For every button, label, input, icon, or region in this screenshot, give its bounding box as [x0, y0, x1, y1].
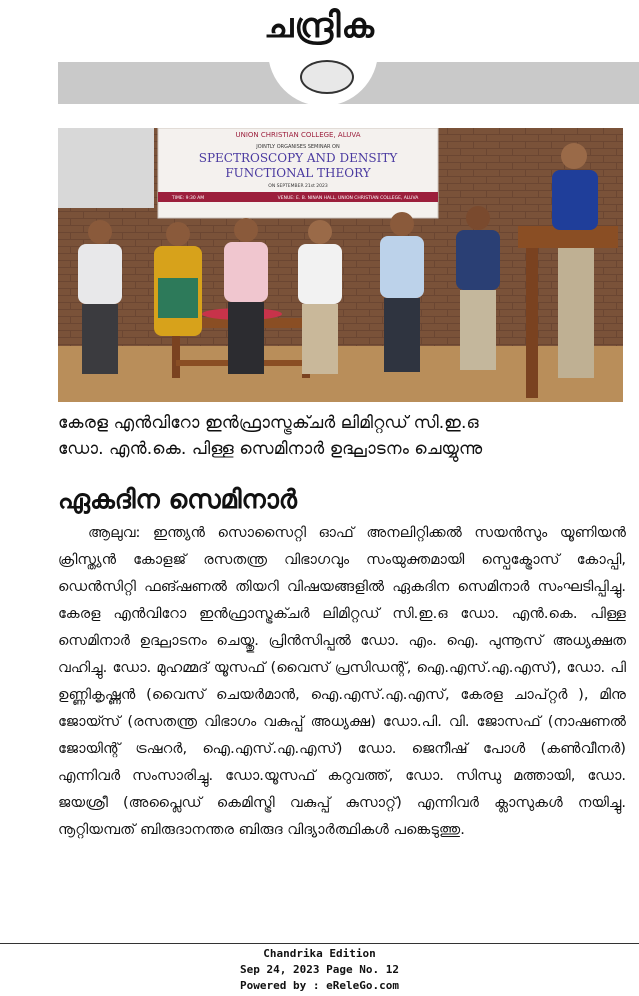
page-footer [0, 946, 639, 994]
banner-venue: VENUE: E. B. NINAN HALL, UNION CHRISTIAN COLLEGE, ALUVA [277, 196, 419, 201]
footer-divider [0, 943, 639, 944]
footer-powered: Powered by : eReleGo.com [240, 979, 399, 992]
banner-subline: JOINTLY ORGANISES SEMINAR ON [256, 144, 340, 150]
caption-line-2: ഡോ. എൻ.കെ. പിള്ള സെമിനാർ ഉദ്ഘാടനം ചെയ്യുന്നു [58, 439, 483, 459]
article-headline: ഏകദിന സെമിനാർ [58, 485, 297, 515]
banner-time: TIME: 9:30 AM [171, 196, 205, 201]
podium-post [526, 248, 538, 398]
page-oval-icon [300, 60, 354, 94]
banner-college: UNION CHRISTIAN COLLEGE, ALUVA [235, 131, 361, 139]
article-photo [58, 128, 623, 402]
photo-caption [58, 410, 628, 462]
white-wall [58, 128, 154, 208]
seminar-stage-illustration [58, 128, 623, 402]
footer-date-page: Sep 24, 2023 Page No. 12 [240, 963, 399, 976]
footer-edition: Chandrika Edition [263, 947, 376, 960]
stage-floor [58, 346, 623, 402]
caption-line-1: കേരള എൻവിറോ ഇൻഫ്രാസ്ട്രക്ചർ ലിമിറ്റഡ് സി.ഇ.ഒ [58, 413, 479, 433]
article-body: ആലുവ: ഇന്ത്യൻ സൊസൈറ്റി ഓഫ് അനലിറ്റിക്കൽ സയൻസും യൂണിയൻ ക്രിസ്ത്യൻ കോളജ് രസതന്ത്ര വിഭാഗവും സംയുക്തമായി സ്പെക്ട്രോസ് കോപ്പി, ഡെൻസിറ്റി ഫങ്ഷണൽ തിയറി വിഷയങ്ങളിൽ ഏകദിന സെമിനാർ സംഘടിപ്പിച്ചു. കേരള എൻവിറോ ഇൻഫ്രാസ്ട്രക്ചർ ലിമിറ്റഡ് സി.ഇ.ഒ ഡോ. എൻ.കെ. പിള്ള സെമിനാർ ഉദ്ഘാടനം ചെയ്തു. പ്രിൻസിപ്പൽ ഡോ. എം. ഐ. പുന്നൂസ് അധ്യക്ഷത വഹിച്ചു. ഡോ. മുഹമ്മദ് യൂസഫ് (വൈസ് പ്രസിഡന്റ്, ഐ.എസ്.എ.എസ്), ഡോ. പി ഉണ്ണികൃഷ്ണൻ (വൈസ് ചെയർമാൻ, ഐ.എസ്.എ.എസ്, കേരള ചാപ്റ്റർ ), മിനു ജോയ്സ് (രസതന്ത്ര വിഭാഗം വകുപ്പ് അധ്യക്ഷ) ഡോ.പി. വി. ജോസഫ് (നാഷണൽ ജോയിന്റ് ട്രഷറർ, ഐ.എസ്.എ.എസ്) ഡോ. ജെനീഷ് പോൾ (കൺവീനർ) എന്നിവർ സംസാരിച്ചു. ഡോ.യൂസഫ് കറുവത്ത്, ഡോ. സിന്ധു മത്തായി, ഡോ. ജയശ്രീ (അപ്ലൈഡ് കെമിസ്ട്രി വകുപ്പ് കുസാറ്റ്) എന്നിവർ ക്ലാസുകൾ നയിച്ചു. നൂറ്റിയമ്പത് ബിരുദാനന്തര ബിരുദ വിദ്യാർത്ഥികൾ പങ്കെടുത്തു. [58, 524, 626, 838]
banner-date: ON SEPTEMBER 21st 2023 [268, 184, 328, 189]
banner-title-2: FUNCTIONAL THEORY [225, 166, 371, 180]
banner-title-1: SPECTROSCOPY AND DENSITY [198, 151, 398, 165]
newspaper-title: ചന്ദ്രിക [264, 6, 375, 46]
